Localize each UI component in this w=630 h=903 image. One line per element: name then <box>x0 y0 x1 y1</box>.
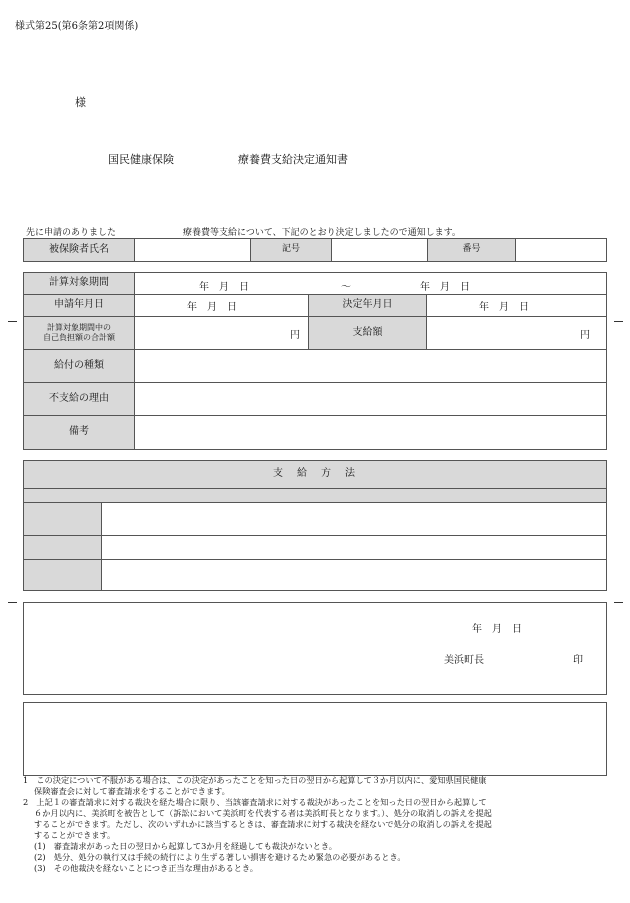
period-label-cell <box>24 273 135 295</box>
period-sep: ～ <box>341 281 351 293</box>
fold-mark-left-bottom <box>8 602 17 603</box>
decision-date-label-cell <box>309 295 427 317</box>
note-sub-1: (1) 審査請求があった日の翌日から起算して3か月を経過しても裁決がないとき。 <box>34 841 337 851</box>
self-pay-label-line2: 自己負担額の合計額 <box>43 333 115 342</box>
payment-method-label-3 <box>24 560 102 591</box>
note-2-line-3: することができます。ただし、次のいずれかに該当するときは、審査請求に対する裁決を経ないで処分の取消しの訴えを提起 <box>34 819 492 829</box>
payment-method-field-3[interactable] <box>102 560 607 591</box>
payment-method-subheader <box>24 489 607 503</box>
note-2-line-1: 2 上記１の審査請求に対する裁決を経た場合に限り、当該審査請求に対する裁決があったことを知った日の翌日から起算して <box>23 797 487 807</box>
yen-unit-1: 円 <box>290 329 300 341</box>
payment-amount-label: 支給額 <box>352 326 383 338</box>
note-sub-3: (3) その他裁決を経ないことにつき正当な理由があるとき。 <box>34 863 258 873</box>
number-field[interactable] <box>516 239 607 262</box>
period-to: 年 月 日 <box>420 281 470 293</box>
payment-method-title: 支 給 方 法 <box>273 468 357 480</box>
period-label: 計算対象期間 <box>49 277 109 289</box>
decision-date-label: 決定年月日 <box>342 299 393 311</box>
issue-date: 年 月 日 <box>472 624 522 635</box>
note-1-line-2: 保険審査会に対して審査請求をすることができます。 <box>34 786 230 796</box>
payment-method-field-2[interactable] <box>102 536 607 560</box>
insured-name-field[interactable] <box>135 239 251 262</box>
number-label: 番号 <box>462 244 481 255</box>
insured-row <box>23 238 607 262</box>
symbol-label: 記号 <box>281 244 300 255</box>
decision-date-field[interactable] <box>427 295 607 317</box>
issuer-box <box>23 602 607 695</box>
self-pay-label-cell <box>24 317 135 350</box>
remarks-label: 備考 <box>69 426 89 438</box>
number-label-cell <box>428 239 516 262</box>
insured-name-label-cell <box>24 239 135 262</box>
blank-box[interactable] <box>23 702 607 776</box>
period-from: 年 月 日 <box>199 281 249 293</box>
symbol-field[interactable] <box>332 239 428 262</box>
non-payment-reason-label: 不支給の理由 <box>49 392 109 404</box>
intro-prefix: 先に申請のありました <box>26 228 117 238</box>
addressee-suffix: 様 <box>75 96 86 109</box>
fold-mark-left-top <box>8 321 17 322</box>
apply-date-field[interactable] <box>135 295 309 317</box>
apply-date-label: 申請年月日 <box>54 299 104 311</box>
payment-method-table <box>23 460 607 591</box>
payment-amount-field[interactable] <box>427 317 607 350</box>
benefit-type-label-cell <box>24 350 135 383</box>
remarks-label-cell <box>24 416 135 450</box>
seal-mark: 印 <box>573 655 583 666</box>
insured-name-label: 被保険者氏名 <box>49 243 109 255</box>
payment-method-field-1[interactable] <box>102 503 607 536</box>
form-number: 様式第25(第6条第2項関係) <box>15 21 139 32</box>
payment-method-label-2 <box>24 536 102 560</box>
period-field[interactable] <box>135 273 607 295</box>
remarks-field[interactable] <box>135 416 607 450</box>
notes <box>23 775 613 874</box>
apply-date-label-cell <box>24 295 135 317</box>
non-payment-reason-label-cell <box>24 383 135 416</box>
insurance-name: 国民健康保険 <box>108 153 174 166</box>
payment-amount-label-cell <box>309 317 427 350</box>
non-payment-reason-field[interactable] <box>135 383 607 416</box>
decision-table <box>23 272 607 450</box>
payment-method-label-1 <box>24 503 102 536</box>
issuer-mayor: 美浜町長 <box>444 655 484 666</box>
notice-title: 療養費支給決定通知書 <box>238 153 348 166</box>
decision-date-value: 年 月 日 <box>479 302 529 313</box>
apply-date-value: 年 月 日 <box>187 302 237 313</box>
fold-mark-right-bottom <box>614 602 623 603</box>
intro-body: 療養費等支給について、下記のとおり決定しましたので通知します。 <box>183 228 461 238</box>
self-pay-field[interactable] <box>135 317 309 350</box>
symbol-label-cell <box>251 239 332 262</box>
note-sub-2: (2) 処分、処分の執行又は手続の続行により生ずる著しい損害を避けるため緊急の必要があるとき。 <box>34 852 406 862</box>
benefit-type-field[interactable] <box>135 350 607 383</box>
fold-mark-right-top <box>614 321 623 322</box>
yen-unit-2: 円 <box>580 329 590 341</box>
note-2-line-4: することができます。 <box>34 830 116 840</box>
note-2-line-2: ６か月以内に、美浜町を被告として（訴訟において美浜町を代表する者は美浜町長となります。）、処分の取消しの訴えを提起 <box>34 808 492 818</box>
self-pay-label-line1: 計算対象期間中の <box>47 323 111 332</box>
note-1-line-1: 1 この決定について不服がある場合は、この決定があったことを知った日の翌日から起算して３か月以内に、愛知県国民健康 <box>23 775 487 785</box>
benefit-type-label: 給付の種類 <box>54 359 104 371</box>
payment-method-title-cell <box>24 461 607 489</box>
